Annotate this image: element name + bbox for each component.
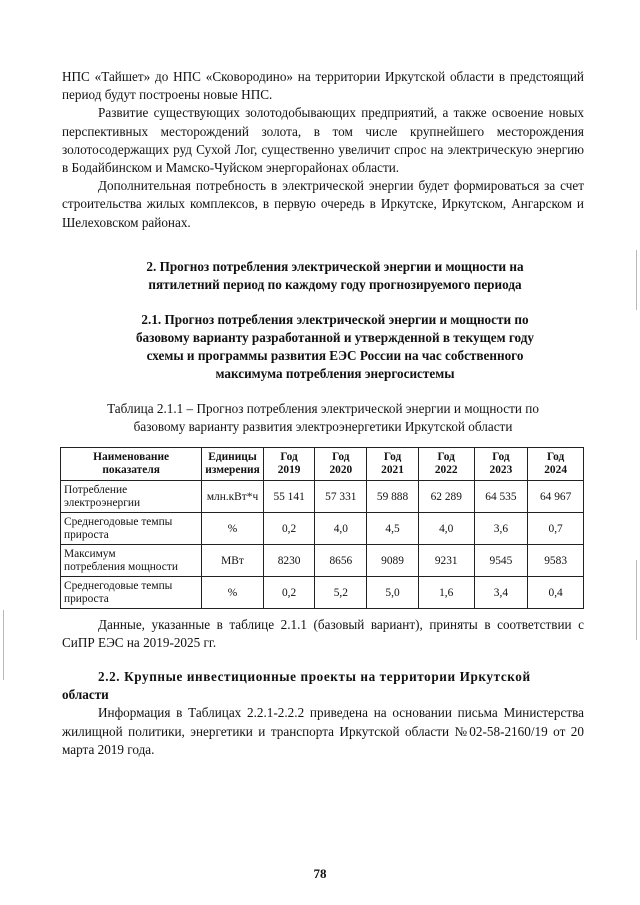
after-table-text — [62, 616, 584, 652]
row-label: Потребление электроэнергии — [61, 481, 202, 513]
cell-value: 3,6 — [474, 513, 528, 545]
cell-value: 5,0 — [367, 577, 419, 609]
table-caption — [62, 400, 584, 436]
section-2-1-heading — [80, 311, 590, 383]
cell-value: 8656 — [315, 545, 367, 577]
heading-line: пятилетний период по каждому году прогнозируемого периода — [148, 277, 522, 292]
cell-value: 0,2 — [263, 513, 315, 545]
cell-value: 62 289 — [418, 481, 474, 513]
cell-value: 5,2 — [315, 577, 367, 609]
row-label: Среднегодовые темпы прироста — [61, 577, 202, 609]
intro-text — [62, 68, 584, 232]
cell-value: 0,7 — [528, 513, 584, 545]
header-2023: Год 2023 — [474, 448, 528, 481]
heading-line: максимума потребления энергосистемы — [215, 366, 455, 381]
row-unit: % — [202, 577, 263, 609]
row-unit: % — [202, 513, 263, 545]
section-2-heading — [100, 258, 570, 294]
header-indicator: Наименование показателя — [61, 448, 202, 481]
cell-value: 59 888 — [367, 481, 419, 513]
header-2020: Год 2020 — [315, 448, 367, 481]
scan-edge-mark — [636, 560, 637, 640]
cell-value: 1,6 — [418, 577, 474, 609]
paragraph-npc: НПС «Тайшет» до НПС «Сковородино» на территории Иркутской области в предстоящий период будут построены новые НПС. — [62, 69, 584, 103]
paragraph-source: Данные, указанные в таблице 2.1.1 (базовый вариант), приняты в соответствии с СиПР ЕЭС на 2019-2025 гг. — [62, 617, 584, 651]
table-row — [61, 481, 584, 513]
heading-line: 2.2. Крупные инвестиционные проекты на территории Иркутской — [98, 669, 531, 684]
cell-value: 64 967 — [528, 481, 584, 513]
table-row — [61, 545, 584, 577]
table-row — [61, 577, 584, 609]
cell-value: 9583 — [528, 545, 584, 577]
row-unit: МВт — [202, 545, 263, 577]
scan-edge-mark — [3, 610, 4, 680]
header-2022: Год 2022 — [418, 448, 474, 481]
row-label: Среднегодовые темпы прироста — [61, 513, 202, 545]
page-number: 78 — [313, 866, 327, 881]
cell-value: 4,0 — [315, 513, 367, 545]
table-header-row — [61, 448, 584, 481]
caption-line: Таблица 2.1.1 – Прогноз потребления электрической энергии и мощности по — [107, 401, 539, 416]
cell-value: 3,4 — [474, 577, 528, 609]
cell-value: 57 331 — [315, 481, 367, 513]
heading-line: схемы и программы развития ЕЭС России на час собственного — [146, 348, 524, 363]
cell-value: 4,0 — [418, 513, 474, 545]
cell-value: 9231 — [418, 545, 474, 577]
heading-line: 2. Прогноз потребления электрической энергии и мощности на — [146, 259, 524, 274]
cell-value: 0,2 — [263, 577, 315, 609]
header-2024: Год 2024 — [528, 448, 584, 481]
table-row — [61, 513, 584, 545]
cell-value: 0,4 — [528, 577, 584, 609]
section-2-2 — [62, 668, 584, 759]
heading-line: 2.1. Прогноз потребления электрической энергии и мощности по — [141, 312, 529, 327]
cell-value: 55 141 — [263, 481, 315, 513]
header-2021: Год 2021 — [367, 448, 419, 481]
paragraph-gold: Развитие существующих золотодобывающих предприятий, а также освоение новых перспективных месторождений золота, в том числе крупнейшего месторождения золотосодержащих руд Сухой Лог, существенно увеличит спрос на электрическую энергию в Бодайбинском и Мамско-Чуйском энергорайонах области. — [62, 105, 584, 176]
scan-edge-mark — [636, 250, 637, 310]
heading-line: базовому варианту разработанной и утвержденной в текущем году — [135, 330, 535, 345]
forecast-table — [60, 447, 584, 609]
row-unit: млн.кВт*ч — [202, 481, 263, 513]
row-label: Максимум потребления мощности — [61, 545, 202, 577]
section-2-2-heading — [62, 668, 584, 686]
paragraph-investment-info: Информация в Таблицах 2.2.1-2.2.2 приведена на основании письма Министерства жилищной политики, энергетики и транспорта Иркутской области №02-58-2160/19 от 20 марта 2019 года. — [62, 705, 584, 757]
paragraph-housing: Дополнительная потребность в электрической энергии будет формироваться за счет строительства жилых комплексов, в первую очередь в Иркутске, Иркутском, Ангарском и Шелеховском районах. — [62, 178, 584, 230]
cell-value: 64 535 — [474, 481, 528, 513]
header-unit: Единицы измерения — [202, 448, 263, 481]
cell-value: 8230 — [263, 545, 315, 577]
cell-value: 4,5 — [367, 513, 419, 545]
cell-value: 9545 — [474, 545, 528, 577]
header-2019: Год 2019 — [263, 448, 315, 481]
cell-value: 9089 — [367, 545, 419, 577]
section-2-2-heading-cont: области — [62, 687, 109, 703]
caption-line: базовому варианту развития электроэнергетики Иркутской области — [133, 419, 513, 434]
